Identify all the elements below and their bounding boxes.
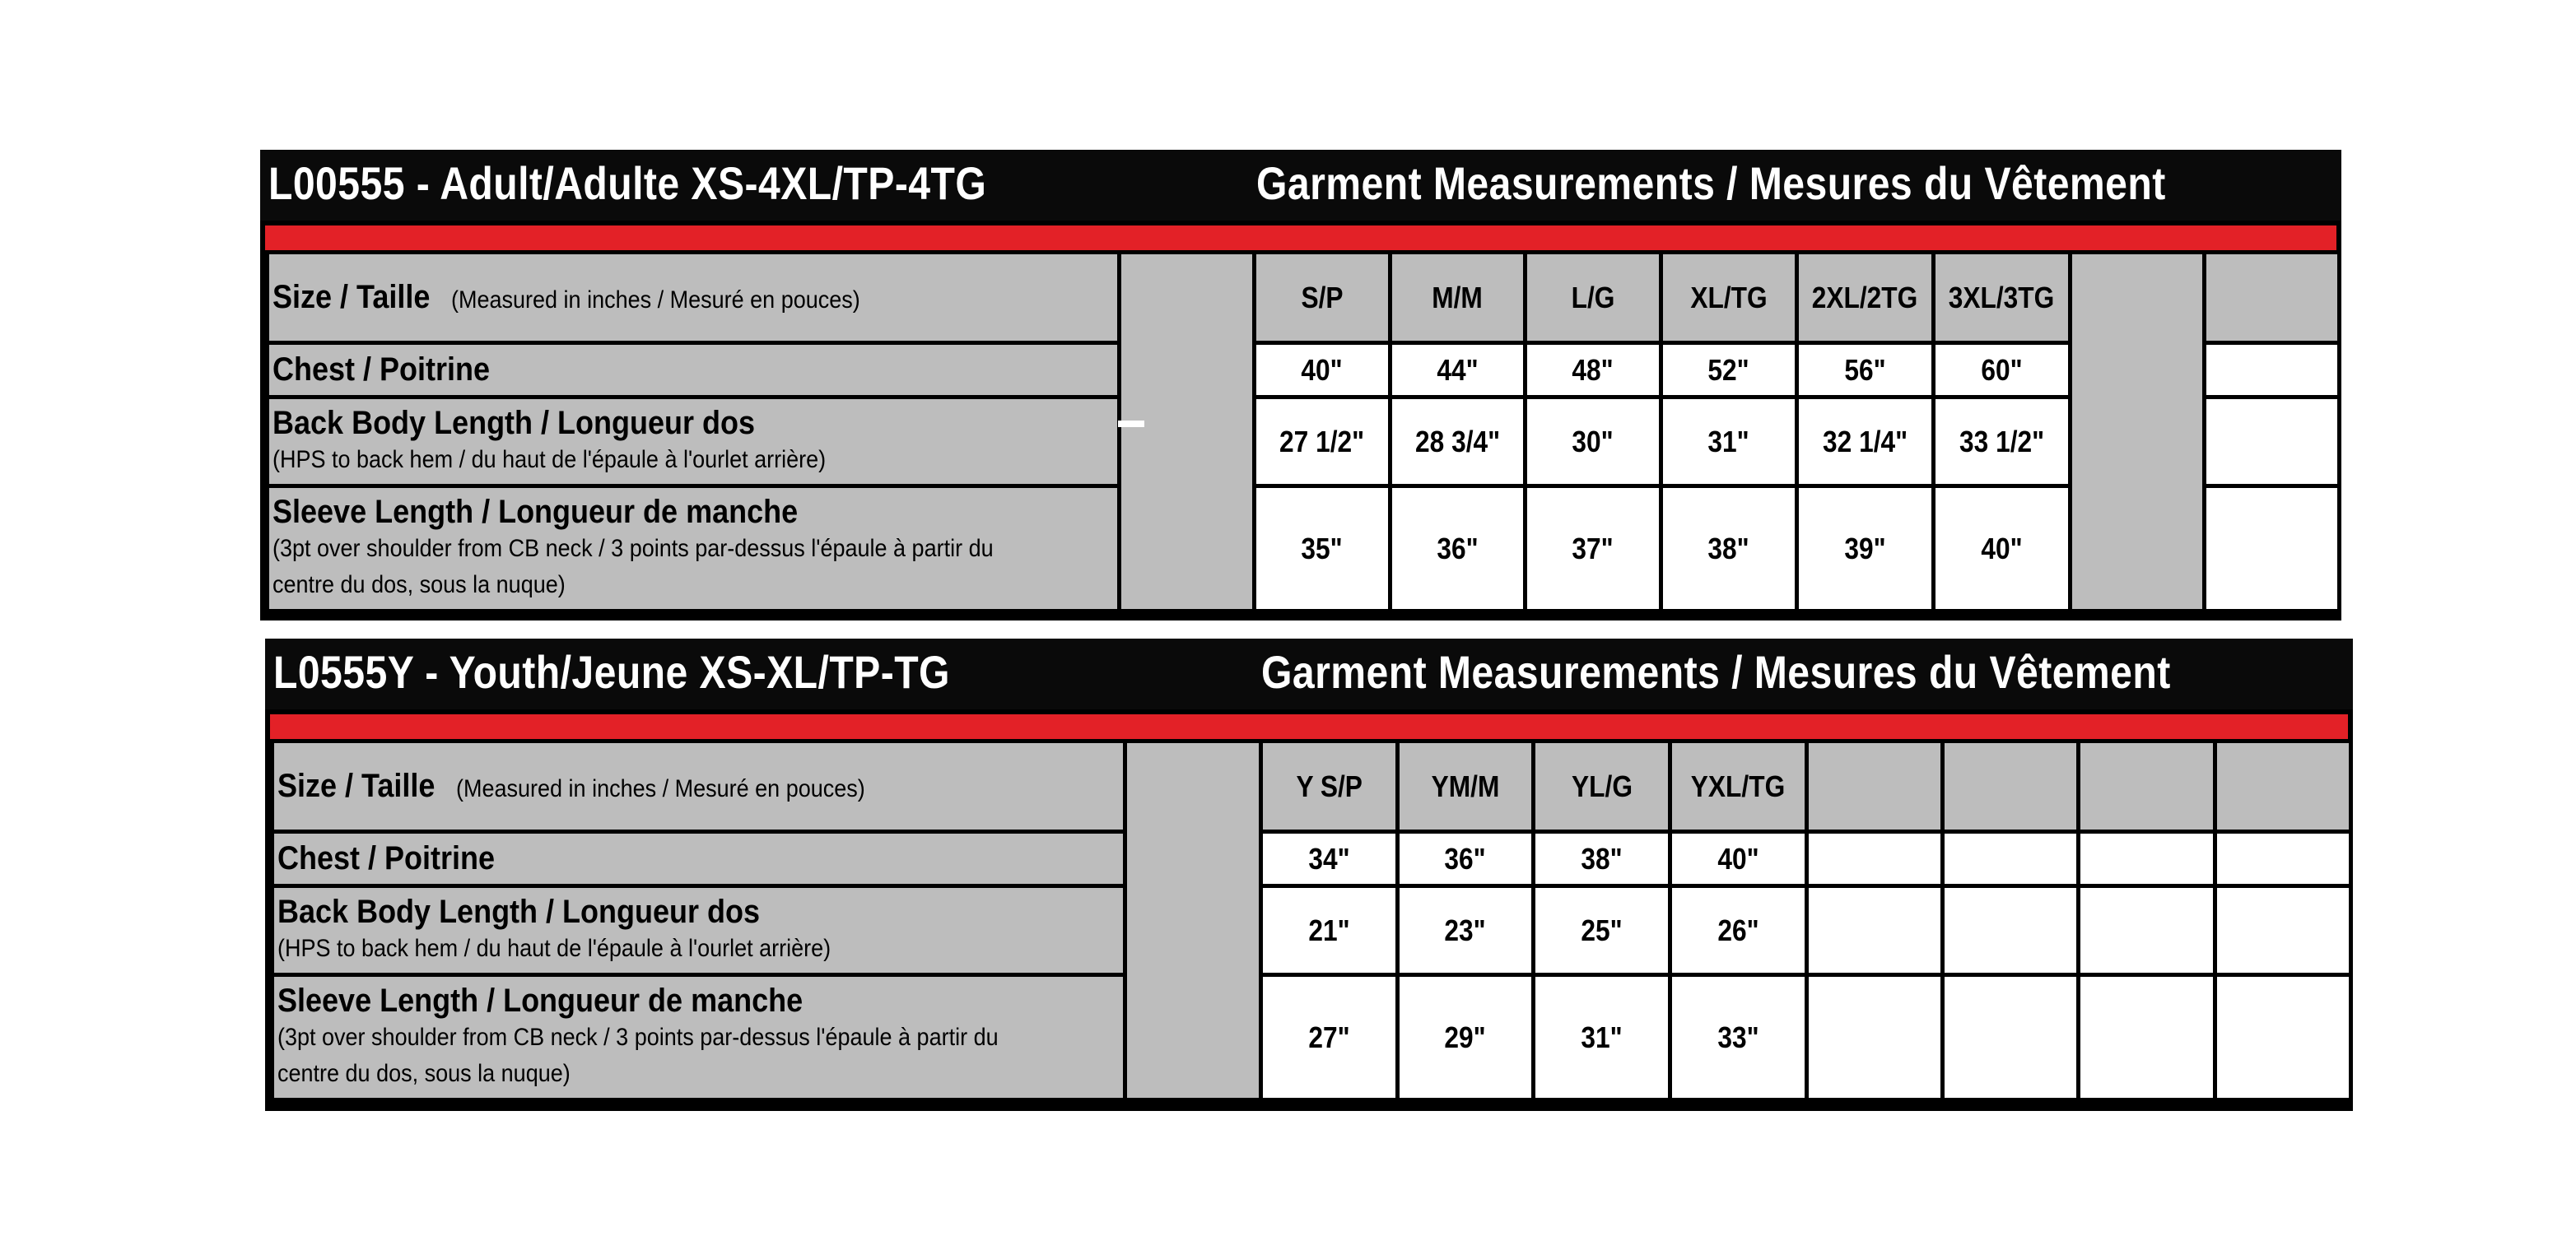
adult-empty-header-cell <box>2205 253 2340 343</box>
youth-chest-value: 40" <box>1670 832 1806 886</box>
adult-sleeve-length-value: 39" <box>1796 486 1933 611</box>
adult-measurements-heading: Garment Measurements / Mesures du Vêtement <box>1256 157 2166 209</box>
adult-sleeve-length-note-line2: centre du dos, sous la nuque) <box>273 571 566 598</box>
youth-back-length-value: 21" <box>1261 886 1398 975</box>
youth-empty-cell <box>1806 886 1942 975</box>
youth-product-title: L0555Y - Youth/Jeune XS-XL/TP-TG <box>273 646 950 698</box>
adult-sleeve-length-value: 35" <box>1254 486 1390 611</box>
youth-empty-header-cell <box>1806 741 1942 832</box>
youth-size-header: YXL/TG <box>1670 741 1806 832</box>
youth-empty-cell <box>2079 832 2215 886</box>
youth-empty-cell <box>1943 975 2079 1100</box>
adult-sleeve-length-value: 38" <box>1661 486 1796 611</box>
adult-back-length-label-cell <box>268 397 1120 486</box>
adult-chest-value: 44" <box>1390 343 1526 397</box>
adult-size-label: Size / Taille <box>273 279 431 315</box>
youth-sleeve-length-value: 27" <box>1261 975 1398 1100</box>
adult-chest-value: 52" <box>1661 343 1796 397</box>
youth-size-note: (Measured in inches / Mesuré en pouces) <box>456 775 865 802</box>
adult-sleeve-length-value: 36" <box>1390 486 1526 611</box>
adult-size-header: 2XL/2TG <box>1796 253 1933 343</box>
adult-measurement-table <box>265 250 2341 613</box>
youth-empty-cell <box>2215 832 2350 886</box>
youth-empty-header-cell <box>1943 741 2079 832</box>
adult-dash-mark <box>1118 421 1144 427</box>
adult-chest-row <box>268 343 2340 397</box>
adult-back-length-note: (HPS to back hem / du haut de l'épaule à l'ourlet arrière) <box>273 446 827 473</box>
youth-chest-row <box>273 832 2351 886</box>
youth-empty-cell <box>2079 975 2215 1100</box>
adult-size-header: S/P <box>1254 253 1390 343</box>
youth-sleeve-length-label: Sleeve Length / Longueur de manche <box>277 983 804 1019</box>
adult-back-length-label: Back Body Length / Longueur dos <box>273 405 756 441</box>
adult-empty-gray-column <box>2070 253 2205 611</box>
youth-back-length-value: 26" <box>1670 886 1806 975</box>
youth-size-label-cell <box>273 741 1125 832</box>
youth-empty-cell <box>1806 975 1942 1100</box>
youth-back-length-note: (HPS to back hem / du haut de l'épaule à l'ourlet arrière) <box>277 935 831 962</box>
adult-chest-value: 48" <box>1526 343 1661 397</box>
youth-size-label: Size / Taille <box>277 768 436 804</box>
adult-empty-cell <box>2205 486 2340 611</box>
youth-chest-label: Chest / Poitrine <box>277 840 496 876</box>
adult-back-length-value: 27 1/2" <box>1254 397 1390 486</box>
adult-size-header: XL/TG <box>1661 253 1796 343</box>
youth-empty-cell <box>1806 832 1942 886</box>
adult-back-length-value: 32 1/4" <box>1796 397 1933 486</box>
youth-sleeve-length-value: 33" <box>1670 975 1806 1100</box>
adult-chest-label: Chest / Poitrine <box>273 351 491 388</box>
youth-size-header: Y S/P <box>1261 741 1398 832</box>
adult-size-note: (Measured in inches / Mesuré en pouces) <box>451 286 860 314</box>
adult-chest-value: 56" <box>1796 343 1933 397</box>
adult-product-title: L00555 - Adult/Adulte XS-4XL/TP-4TG <box>268 157 987 209</box>
youth-empty-cell <box>1943 886 2079 975</box>
youth-sleeve-length-label-cell <box>273 975 1125 1100</box>
adult-sleeve-length-note-line1: (3pt over shoulder from CB neck / 3 points par-dessus l'épaule à partir du <box>273 535 994 562</box>
youth-back-length-label: Back Body Length / Longueur dos <box>277 894 761 930</box>
adult-chest-value: 60" <box>1933 343 2070 397</box>
youth-empty-cell <box>2215 886 2350 975</box>
youth-measurement-table <box>270 739 2353 1102</box>
adult-size-header: 3XL/3TG <box>1933 253 2070 343</box>
adult-chest-label-cell <box>268 343 1120 397</box>
adult-size-header: M/M <box>1390 253 1526 343</box>
youth-red-band <box>270 714 2348 739</box>
adult-back-length-value: 28 3/4" <box>1390 397 1526 486</box>
youth-empty-header-cell <box>2215 741 2350 832</box>
youth-empty-header-cell <box>2079 741 2215 832</box>
youth-sleeve-length-value: 29" <box>1397 975 1534 1100</box>
adult-back-length-value: 30" <box>1526 397 1661 486</box>
youth-empty-cell <box>2215 975 2350 1100</box>
youth-sleeve-length-note-line1: (3pt over shoulder from CB neck / 3 points par-dessus l'épaule à partir du <box>277 1024 999 1051</box>
adult-size-chart <box>260 150 2341 620</box>
youth-chest-value: 36" <box>1397 832 1534 886</box>
adult-size-header: L/G <box>1526 253 1661 343</box>
youth-sleeve-length-note-line2: centre du dos, sous la nuque) <box>277 1060 571 1087</box>
adult-back-length-value: 31" <box>1661 397 1796 486</box>
adult-size-row <box>268 253 2340 343</box>
adult-title-bar <box>260 150 2341 221</box>
adult-sleeve-length-value: 37" <box>1526 486 1661 611</box>
youth-back-length-row <box>273 886 2351 975</box>
adult-spacer-column <box>1120 253 1255 611</box>
adult-empty-cell <box>2205 343 2340 397</box>
youth-size-header: YM/M <box>1397 741 1534 832</box>
adult-size-label-cell <box>268 253 1120 343</box>
adult-sleeve-length-value: 40" <box>1933 486 2070 611</box>
adult-chest-value: 40" <box>1254 343 1390 397</box>
youth-title-bar <box>265 639 2353 709</box>
adult-sleeve-length-label-cell <box>268 486 1120 611</box>
youth-sleeve-length-value: 31" <box>1534 975 1670 1100</box>
youth-back-length-label-cell <box>273 886 1125 975</box>
youth-back-length-value: 25" <box>1534 886 1670 975</box>
youth-size-chart <box>265 639 2353 1111</box>
youth-size-row <box>273 741 2351 832</box>
adult-red-band <box>265 225 2336 250</box>
youth-measurements-heading: Garment Measurements / Mesures du Vêtement <box>1261 646 2171 698</box>
adult-back-length-row <box>268 397 2340 486</box>
youth-back-length-value: 23" <box>1397 886 1534 975</box>
youth-empty-cell <box>2079 886 2215 975</box>
youth-chest-label-cell <box>273 832 1125 886</box>
youth-spacer-column <box>1125 741 1260 1100</box>
youth-chest-value: 38" <box>1534 832 1670 886</box>
adult-empty-cell <box>2205 397 2340 486</box>
youth-sleeve-length-row <box>273 975 2351 1100</box>
youth-chest-value: 34" <box>1261 832 1398 886</box>
youth-empty-cell <box>1943 832 2079 886</box>
adult-sleeve-length-row <box>268 486 2340 611</box>
adult-sleeve-length-label: Sleeve Length / Longueur de manche <box>273 494 799 530</box>
adult-back-length-value: 33 1/2" <box>1933 397 2070 486</box>
youth-size-header: YL/G <box>1534 741 1670 832</box>
